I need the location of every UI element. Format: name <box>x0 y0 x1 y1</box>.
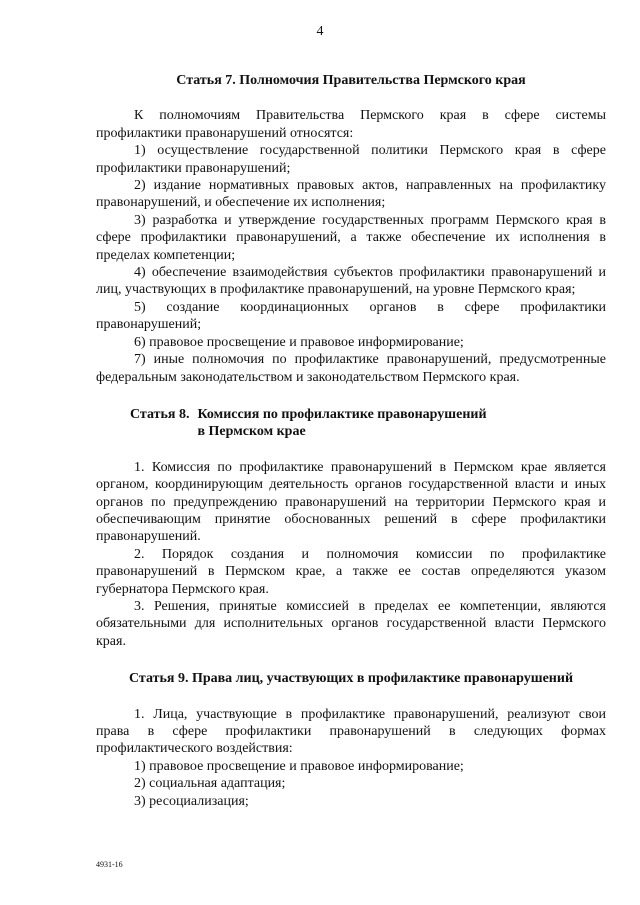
article-8-point-2: 2. Порядок создания и полномочия комиссии по профилактике правонарушений в Пермском крае, а также ее состав определяются указом губернатора Пермского края. <box>96 546 606 597</box>
article-7-item-5: 5) создание координационных органов в сфере профилактики правонарушений; <box>96 299 606 333</box>
article-8 <box>96 406 606 650</box>
article-7-heading: Статья 7. Полномочия Правительства Пермского края <box>176 73 526 88</box>
page-number: 4 <box>316 24 324 39</box>
article-9-item-3: 3) ресоциализация; <box>134 793 249 809</box>
article-8-point-1: 1. Комиссия по профилактике правонарушений в Пермском крае является органом, координирующим деятельность органов государственной власти и иных органов по предупреждению правонарушений на территории Пермского края и обеспечивающим принятие обоснованных решений в сфере профилактики правонарушений. <box>96 459 606 545</box>
article-8-heading <box>130 406 606 441</box>
article-7-item-1: 1) осуществление государственной политики Пермского края в сфере профилактики правонарушений; <box>96 143 606 176</box>
article-8-heading-title <box>197 406 486 441</box>
article-8-heading-line-2: в Пермском крае <box>197 424 306 440</box>
article-7-item-3: 3) разработка и утверждение государственных программ Пермского края в сфере профилактики правонарушений, а также обеспечение их исполнения в пределах компетенции; <box>96 212 606 263</box>
article-7-item-4: 4) обеспечение взаимодействия субъектов профилактики правонарушений и лиц, участвующих в профилактике правонарушений, на уровне Пермского края; <box>96 265 606 298</box>
article-7-item-7: 7) иные полномочия по профилактике правонарушений, предусмотренные федеральным законодательством и законодательством Пермского края. <box>96 352 606 385</box>
article-7 <box>96 72 606 386</box>
article-9-item-2: 2) социальная адаптация; <box>134 776 286 792</box>
article-8-heading-number: Статья 8. <box>130 406 190 422</box>
article-9-point-1: 1. Лица, участвующие в профилактике правонарушений, реализуют свои права в сфере профилактики правонарушений в следующих формах профилактического воздействия: <box>96 706 606 757</box>
document-code: 4931-16 <box>96 860 123 869</box>
article-8-point-3: 3. Решения, принятые комиссией в пределах ее компетенции, являются обязательными для исполнительных органов государственной власти Пермского края. <box>96 598 606 649</box>
article-7-paragraph: К полномочиям Правительства Пермского края в сфере системы профилактики правонарушений относятся: <box>96 108 606 141</box>
article-9 <box>96 670 606 810</box>
article-7-item-6: 6) правовое просвещение и правовое информирование; <box>134 334 464 350</box>
article-9-heading: Статья 9. Права лиц, участвующих в профилактике правонарушений <box>128 671 574 687</box>
article-9-item-1: 1) правовое просвещение и правовое информирование; <box>134 758 464 774</box>
article-8-heading-line-1: Комиссия по профилактике правонарушений <box>197 406 487 422</box>
article-7-item-2: 2) издание нормативных правовых актов, направленных на профилактику правонарушений, и обеспечение их исполнения; <box>96 178 606 211</box>
document-body <box>96 72 606 830</box>
